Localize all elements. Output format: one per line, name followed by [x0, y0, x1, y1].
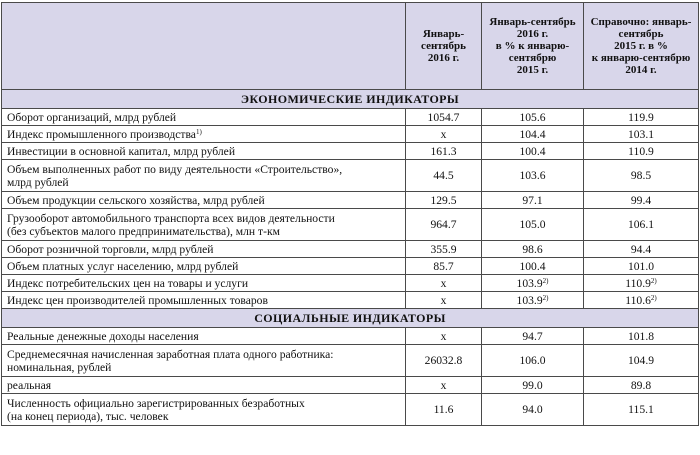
value-cell-col2: [482, 209, 584, 241]
value-text: 99.4: [630, 193, 652, 207]
indicators-table: [1, 2, 699, 426]
indicator-name: [2, 394, 406, 426]
table-row: [2, 192, 699, 209]
header-col-reference-label: Справочно: январь- сентябрь 2015 г. в % к январю-сентябрю 2014 г.: [590, 16, 692, 76]
section-title: СОЦИАЛЬНЫЕ ИНДИКАТОРЫ: [2, 309, 699, 328]
value-cell-col3: [584, 126, 699, 143]
indicator-name: [2, 377, 406, 394]
value-text: 97.1: [522, 193, 543, 207]
indicator-name-text: Индекс цен производителей промышленных товаров: [7, 293, 268, 307]
value-cell-col3: [584, 160, 699, 192]
indicator-name: [2, 345, 406, 377]
value-cell-col2: [482, 345, 584, 377]
indicator-name: [2, 328, 406, 345]
indicator-name: [2, 275, 406, 292]
footnote-mark: 2): [650, 276, 657, 285]
indicator-name: [2, 109, 406, 126]
value-cell-col2: [482, 160, 584, 192]
indicator-name-text: Численность официально зарегистрированных безработных (на конец периода), тыс. человек: [7, 396, 305, 423]
value-cell-col1: [406, 345, 482, 377]
value-cell-col2: [482, 377, 584, 394]
value-text: x: [440, 378, 447, 392]
value-cell-col2: [482, 241, 584, 258]
indicator-name: [2, 160, 406, 192]
value-cell-col3: [584, 109, 699, 126]
header-col-period: [406, 3, 482, 90]
indicator-name: [2, 292, 406, 309]
value-text: 106.1: [627, 218, 655, 231]
value-cell-col1: [406, 126, 482, 143]
value-cell-col1: [406, 275, 482, 292]
table-body: [2, 90, 699, 426]
value-cell-col1: [406, 209, 482, 241]
indicator-name: [2, 258, 406, 275]
value-text: 98.6: [522, 242, 543, 256]
value-text: x: [440, 127, 447, 141]
table-row: [2, 292, 699, 309]
value-text: 89.8: [630, 378, 652, 392]
value-cell-col3: [584, 345, 699, 377]
value-text: 85.7: [433, 259, 454, 273]
table-row: [2, 126, 699, 143]
table-row: [2, 258, 699, 275]
table-row: [2, 377, 699, 394]
value-cell-col3: [584, 143, 699, 160]
header-row: [2, 3, 699, 90]
value-cell-col1: [406, 192, 482, 209]
indicator-name-text: Среднемесячная начисленная заработная плата одного работника: номинальная, рублей: [7, 347, 334, 374]
indicator-name: [2, 192, 406, 209]
header-col-period-label: Январь- сентябрь 2016 г.: [421, 28, 466, 64]
table-row: [2, 394, 699, 426]
value-text: 106.0: [519, 354, 546, 367]
header-blank-cell: [2, 3, 406, 90]
header-col-percent: [482, 3, 584, 90]
table-row: [2, 275, 699, 292]
table-row: [2, 209, 699, 241]
indicator-name-text: Индекс промышленного производства: [7, 127, 196, 141]
value-text: x: [440, 293, 447, 307]
indicator-name: [2, 209, 406, 241]
value-cell-col3: [584, 209, 699, 241]
value-text: 99.0: [522, 378, 543, 392]
value-text: 103.9: [516, 293, 543, 307]
value-text: 964.7: [430, 218, 457, 231]
indicator-name-text: Грузооборот автомобильного транспорта всех видов деятельности (без субъектов малого предпринимательства), млн т-км: [7, 211, 335, 238]
value-cell-col1: [406, 328, 482, 345]
value-text: 94.0: [522, 403, 543, 416]
value-cell-col2: [482, 126, 584, 143]
value-cell-col1: [406, 394, 482, 426]
value-text: 100.4: [519, 144, 546, 158]
section-title: ЭКОНОМИЧЕСКИЕ ИНДИКАТОРЫ: [2, 90, 699, 109]
value-cell-col1: [406, 143, 482, 160]
section-header-row: [2, 309, 699, 328]
indicator-name-text: Реальные денежные доходы населения: [7, 329, 199, 343]
value-cell-col2: [482, 275, 584, 292]
value-text: 101.0: [627, 259, 655, 273]
value-text: x: [440, 276, 447, 290]
value-text: 94.7: [522, 329, 543, 343]
table-row: [2, 241, 699, 258]
value-cell-col1: [406, 160, 482, 192]
value-cell-col1: [406, 377, 482, 394]
value-cell-col3: [584, 275, 699, 292]
indicator-name-text: реальная: [7, 378, 52, 392]
value-cell-col3: [584, 377, 699, 394]
value-text: 355.9: [430, 242, 457, 256]
value-text: 103.9: [516, 276, 543, 290]
value-text: 110.9: [625, 276, 651, 290]
indicator-name-text: Инвестиции в основной капитал, млрд рублей: [7, 144, 236, 158]
value-cell-col3: [584, 292, 699, 309]
footnote-mark: 2): [650, 293, 657, 302]
table-row: [2, 160, 699, 192]
footnote-mark: 2): [542, 293, 549, 302]
value-text: 103.1: [627, 127, 655, 141]
value-cell-col3: [584, 394, 699, 426]
value-cell-col1: [406, 241, 482, 258]
header-col-percent-label: Январь-сентябрь 2016 г. в % к январю- сентябрю 2015 г.: [489, 16, 576, 76]
value-text: 161.3: [430, 144, 457, 158]
value-cell-col1: [406, 109, 482, 126]
indicator-name-text: Объем продукции сельского хозяйства, млрд рублей: [7, 193, 265, 207]
value-text: 101.8: [627, 329, 655, 343]
value-cell-col3: [584, 241, 699, 258]
value-text: 26032.8: [424, 354, 463, 367]
value-cell-col3: [584, 328, 699, 345]
value-text: 110.6: [625, 293, 651, 307]
value-text: 129.5: [430, 193, 457, 207]
value-text: 104.9: [627, 354, 655, 367]
value-text: 104.4: [519, 127, 546, 141]
indicator-name: [2, 241, 406, 258]
value-text: 44.5: [433, 169, 454, 182]
indicator-name-text: Индекс потребительских цен на товары и услуги: [7, 276, 249, 290]
indicator-name-text: Объем выполненных работ по виду деятельности «Строительство», млрд рублей: [7, 162, 343, 189]
value-text: 94.4: [630, 242, 652, 256]
value-text: 105.0: [519, 218, 546, 231]
indicator-name: [2, 143, 406, 160]
value-cell-col2: [482, 394, 584, 426]
value-text: 103.6: [519, 169, 546, 182]
table-row: [2, 328, 699, 345]
indicator-name-text: Объем платных услуг населению, млрд рублей: [7, 259, 239, 273]
value-text: 105.6: [519, 110, 546, 124]
value-text: 110.9: [628, 144, 654, 158]
footnote-mark: 2): [542, 276, 549, 285]
indicator-name-text: Оборот организаций, млрд рублей: [7, 110, 177, 124]
value-text: 115.1: [628, 403, 654, 416]
indicator-name-text: Оборот розничной торговли, млрд рублей: [7, 242, 214, 256]
value-text: 1054.7: [427, 110, 460, 124]
value-cell-col3: [584, 192, 699, 209]
value-text: 119.9: [628, 110, 654, 124]
table-row: [2, 109, 699, 126]
value-cell-col2: [482, 109, 584, 126]
value-text: 11.6: [433, 403, 454, 416]
value-cell-col2: [482, 192, 584, 209]
value-cell-col2: [482, 292, 584, 309]
value-text: 100.4: [519, 259, 546, 273]
section-header-row: [2, 90, 699, 109]
value-text: 98.5: [630, 169, 652, 182]
value-cell-col1: [406, 292, 482, 309]
value-cell-col2: [482, 258, 584, 275]
indicator-name: [2, 126, 406, 143]
value-text: x: [440, 329, 447, 343]
value-cell-col1: [406, 258, 482, 275]
header-col-reference: [584, 3, 699, 90]
table-row: [2, 345, 699, 377]
value-cell-col3: [584, 258, 699, 275]
value-cell-col2: [482, 328, 584, 345]
value-cell-col2: [482, 143, 584, 160]
footnote-mark: 1): [195, 127, 202, 136]
table-row: [2, 143, 699, 160]
